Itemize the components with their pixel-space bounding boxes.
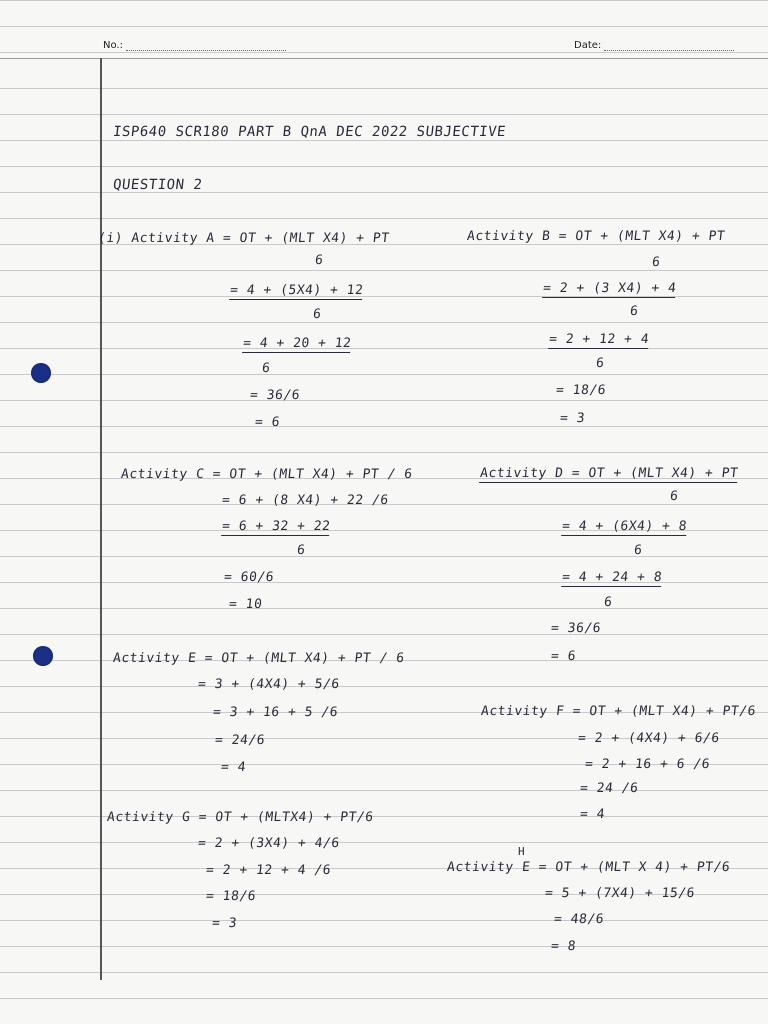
activity-f-result: = 4: [579, 807, 606, 822]
date-field: [574, 40, 734, 51]
activity-b-formula-denominator: 6: [651, 255, 662, 270]
activity-g-result: = 3: [211, 916, 238, 931]
activity-a-formula: (i) Activity A = OT + (MLT X4) + PT: [97, 231, 391, 246]
activity-b-step-1: = 2 + (3 X4) + 4: [542, 281, 678, 296]
activity-d-step-3: = 36/6: [550, 621, 602, 636]
activity-h-correction-mark: H: [518, 845, 525, 858]
activity-e-step-1: = 3 + (4X4) + 5/6: [197, 677, 341, 692]
activity-b-step-2-denominator: 6: [595, 356, 606, 371]
activity-a-step-1-denominator: 6: [312, 307, 323, 322]
activity-g-step-3: = 18/6: [205, 889, 257, 904]
activity-b-step-3: = 18/6: [555, 383, 607, 398]
activity-d-step-2-denominator: 6: [603, 595, 614, 610]
number-field: [103, 40, 286, 51]
activity-h-formula: Activity E = OT + (MLT X 4) + PT/6: [446, 860, 731, 875]
activity-e-step-3: = 24/6: [214, 733, 266, 748]
activity-g-formula: Activity G = OT + (MLTX4) + PT/6: [106, 810, 375, 825]
activity-e-step-2: = 3 + 16 + 5 /6: [212, 705, 339, 720]
activity-e-result: = 4: [220, 760, 247, 775]
activity-h-result: = 8: [550, 939, 577, 954]
activity-h-step-2: = 48/6: [553, 912, 605, 927]
activity-a-result: = 6: [254, 415, 281, 430]
activity-d-step-2: = 4 + 24 + 8: [561, 570, 663, 585]
number-label: No.:: [103, 40, 123, 51]
activity-c-step-2: = 6 + 32 + 22: [221, 519, 332, 534]
activity-f-step-3: = 24 /6: [579, 781, 640, 796]
page-title: ISP640 SCR180 PART B QnA DEC 2022 SUBJECTIVE: [112, 124, 507, 140]
activity-d-formula: Activity D = OT + (MLT X4) + PT: [479, 466, 740, 481]
activity-d-step-1: = 4 + (6X4) + 8: [561, 519, 688, 534]
activity-g-step-1: = 2 + (3X4) + 4/6: [197, 836, 341, 851]
binder-hole-bottom: [33, 646, 53, 666]
activity-a-step-2-denominator: 6: [261, 361, 272, 376]
activity-b-step-1-denominator: 6: [629, 304, 640, 319]
activity-d-step-1-denominator: 6: [633, 543, 644, 558]
date-label: Date:: [574, 40, 602, 51]
activity-c-result: = 10: [228, 597, 264, 612]
activity-d-formula-denominator: 6: [669, 489, 680, 504]
activity-c-step-3: = 60/6: [223, 570, 275, 585]
activity-b-formula: Activity B = OT + (MLT X4) + PT: [466, 229, 726, 244]
activity-f-step-2: = 2 + 16 + 6 /6: [584, 757, 711, 772]
activity-h-step-1: = 5 + (7X4) + 15/6: [544, 886, 696, 901]
activity-a-step-1: = 4 + (5X4) + 12: [229, 283, 365, 298]
activity-a-formula-denominator: 6: [314, 253, 325, 268]
activity-f-step-1: = 2 + (4X4) + 6/6: [577, 731, 721, 746]
question-heading: QUESTION 2: [112, 177, 204, 193]
margin-line: [100, 58, 102, 980]
activity-c-step-2-denominator: 6: [296, 543, 307, 558]
header-rule: [0, 58, 768, 59]
activity-b-result: = 3: [559, 411, 586, 426]
activity-g-step-2: = 2 + 12 + 4 /6: [205, 863, 332, 878]
activity-c-step-1: = 6 + (8 X4) + 22 /6: [221, 493, 390, 508]
activity-c-formula: Activity C = OT + (MLT X4) + PT / 6: [120, 467, 414, 482]
activity-a-step-3: = 36/6: [249, 388, 301, 403]
activity-f-formula: Activity F = OT + (MLT X4) + PT/6: [480, 704, 757, 719]
activity-a-step-2: = 4 + 20 + 12: [242, 336, 353, 351]
activity-d-result: = 6: [550, 649, 577, 664]
activity-e-formula: Activity E = OT + (MLT X4) + PT / 6: [112, 651, 406, 666]
activity-b-step-2: = 2 + 12 + 4: [548, 332, 650, 347]
binder-hole-top: [31, 363, 51, 383]
